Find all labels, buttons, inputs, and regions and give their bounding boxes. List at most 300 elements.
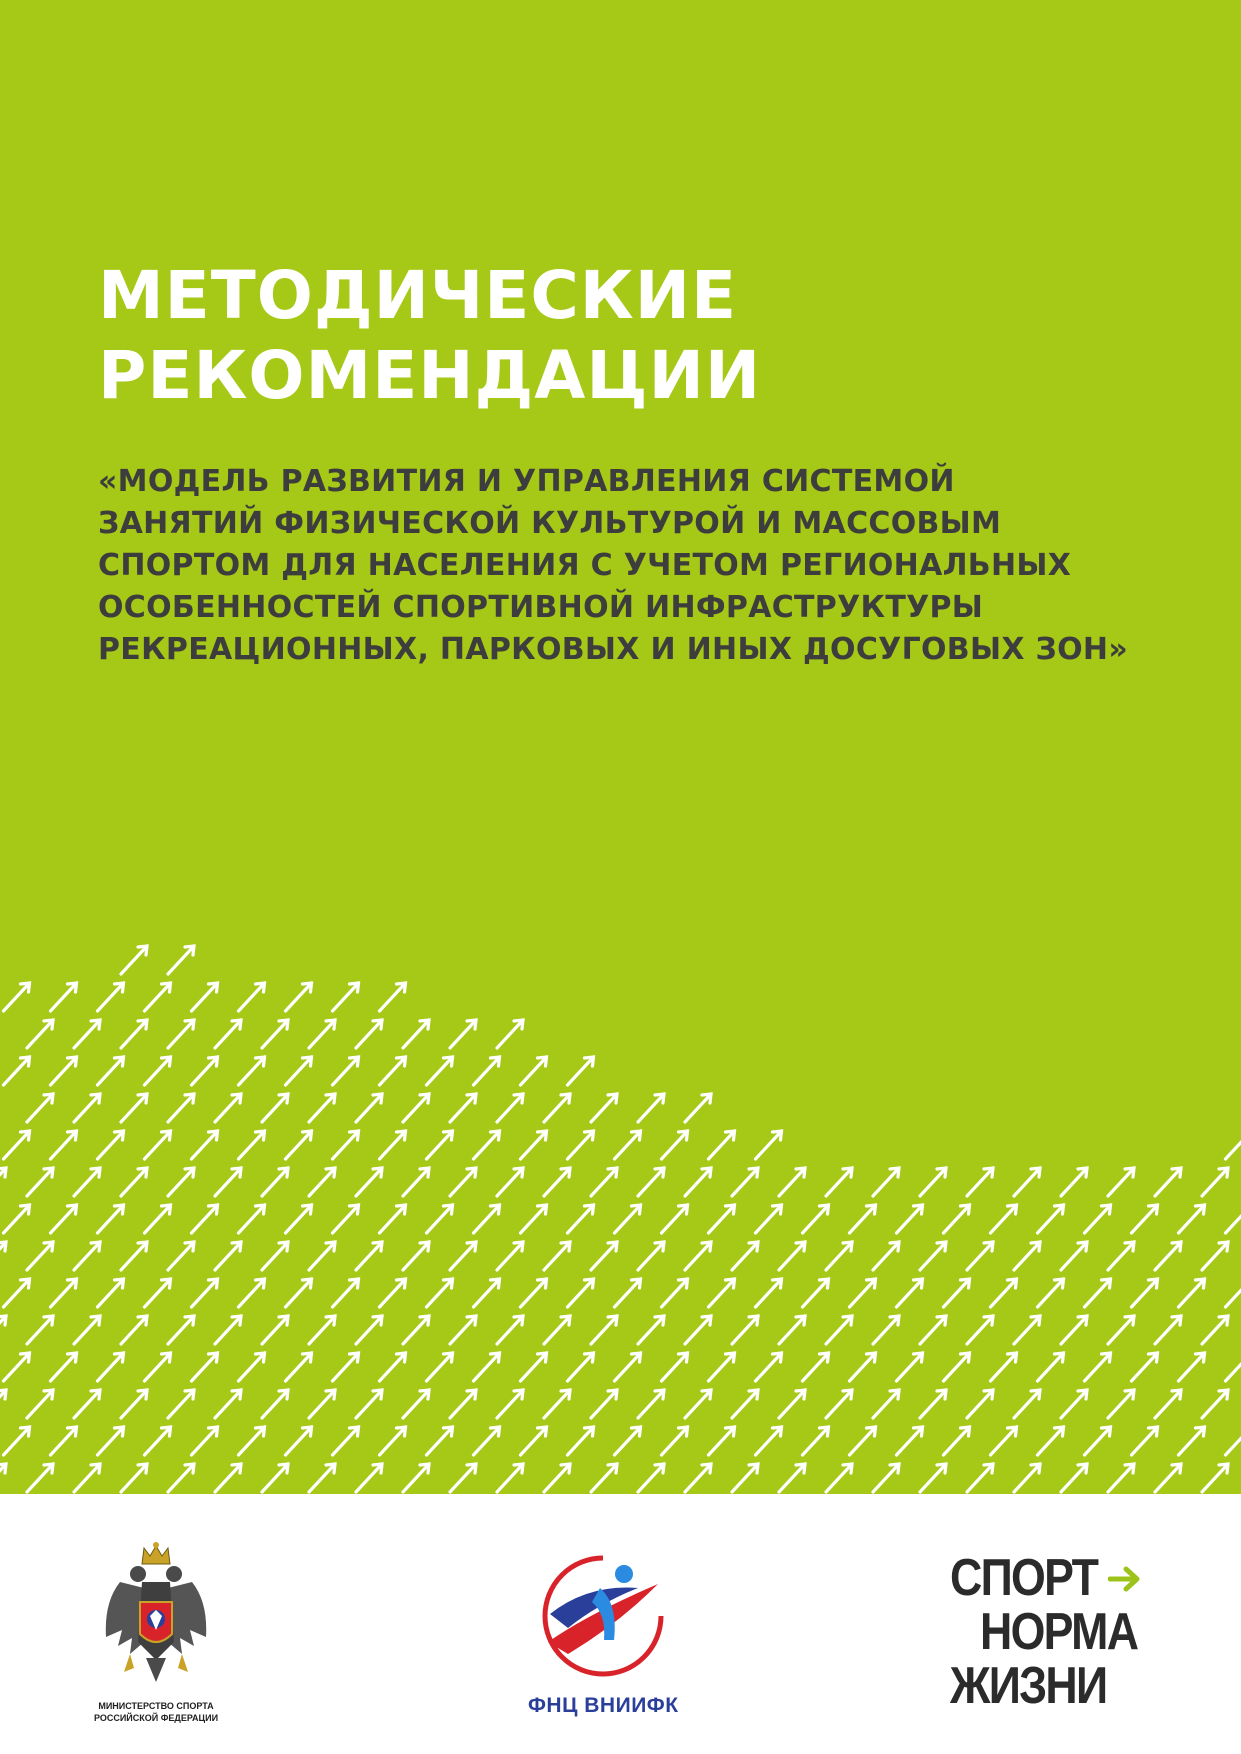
- pattern-arrow: [779, 1390, 805, 1418]
- pattern-arrow: [1226, 1353, 1241, 1381]
- pattern-arrow: [826, 1168, 852, 1196]
- pattern-arrow: [944, 1427, 970, 1455]
- pattern-arrow: [1108, 1168, 1134, 1196]
- title-line: МЕТОДИЧЕСКИЕ: [98, 257, 738, 334]
- pattern-arrow: [51, 1353, 77, 1381]
- title-line: РЕКОМЕНДАЦИИ: [98, 337, 762, 414]
- pattern-arrow: [967, 1464, 993, 1492]
- pattern-arrow: [850, 1279, 876, 1307]
- pattern-arrow: [873, 1464, 899, 1492]
- pattern-arrow: [521, 1427, 547, 1455]
- pattern-arrow: [168, 1020, 194, 1048]
- pattern-arrow: [897, 1353, 923, 1381]
- pattern-arrow: [403, 1168, 429, 1196]
- pattern-arrow: [709, 1353, 735, 1381]
- pattern-arrow: [1108, 1464, 1134, 1492]
- pattern-arrow: [145, 983, 171, 1011]
- pattern-arrow: [0, 1464, 6, 1492]
- pattern-arrow: [262, 1168, 288, 1196]
- pattern-arrow: [615, 1131, 641, 1159]
- pattern-arrow: [568, 1353, 594, 1381]
- pattern-arrow: [239, 1057, 265, 1085]
- pattern-arrow: [638, 1464, 664, 1492]
- pattern-arrow: [756, 1279, 782, 1307]
- pattern-arrow: [638, 1242, 664, 1270]
- pattern-arrow: [74, 1168, 100, 1196]
- pattern-arrow: [1108, 1316, 1134, 1344]
- pattern-arrow: [1155, 1390, 1181, 1418]
- pattern-arrow: [1061, 1390, 1087, 1418]
- pattern-arrow: [427, 1279, 453, 1307]
- pattern-arrow: [873, 1316, 899, 1344]
- pattern-arrow: [98, 983, 124, 1011]
- pattern-arrow: [897, 1279, 923, 1307]
- pattern-arrow: [309, 1168, 335, 1196]
- pattern-arrow: [0, 1390, 6, 1418]
- pattern-arrow: [1061, 1242, 1087, 1270]
- pattern-arrow: [709, 1131, 735, 1159]
- pattern-arrow: [709, 1279, 735, 1307]
- pattern-arrow: [756, 1353, 782, 1381]
- pattern-arrow: [1014, 1316, 1040, 1344]
- pattern-arrow: [685, 1168, 711, 1196]
- pattern-arrow: [591, 1242, 617, 1270]
- pattern-arrow: [4, 1205, 30, 1233]
- pattern-arrow: [756, 1205, 782, 1233]
- pattern-arrow: [803, 1427, 829, 1455]
- pattern-arrow: [427, 1131, 453, 1159]
- pattern-arrow: [991, 1427, 1017, 1455]
- subtitle-line: РЕКРЕАЦИОННЫХ, ПАРКОВЫХ И ИНЫХ ДОСУГОВЫХ ЗОН»: [98, 632, 1129, 667]
- pattern-arrow: [427, 1205, 453, 1233]
- pattern-arrow: [239, 1353, 265, 1381]
- pattern-arrow: [192, 983, 218, 1011]
- pattern-arrow: [121, 1242, 147, 1270]
- pattern-arrow: [380, 1427, 406, 1455]
- pattern-arrow: [262, 1020, 288, 1048]
- vniifk-name: ФНЦ ВНИИФК: [528, 1694, 679, 1717]
- pattern-arrow: [1085, 1427, 1111, 1455]
- pattern-arrow: [450, 1168, 476, 1196]
- pattern-arrow: [1014, 1242, 1040, 1270]
- pattern-arrow: [286, 1205, 312, 1233]
- pattern-arrow: [145, 1353, 171, 1381]
- pattern-arrow: [779, 1464, 805, 1492]
- pattern-arrow: [262, 1242, 288, 1270]
- pattern-arrow: [192, 1205, 218, 1233]
- pattern-arrow: [403, 1390, 429, 1418]
- pattern-arrow: [168, 1390, 194, 1418]
- pattern-arrow: [215, 1242, 241, 1270]
- pattern-arrow: [286, 1427, 312, 1455]
- pattern-arrow: [920, 1464, 946, 1492]
- pattern-arrow: [380, 1353, 406, 1381]
- pattern-arrow: [474, 1131, 500, 1159]
- pattern-arrow: [239, 1427, 265, 1455]
- pattern-arrow: [1179, 1205, 1205, 1233]
- arrow-right-icon: [1108, 1566, 1142, 1592]
- pattern-arrow: [450, 1390, 476, 1418]
- pattern-arrow: [591, 1168, 617, 1196]
- pattern-arrow: [51, 1205, 77, 1233]
- pattern-arrow: [27, 1020, 53, 1048]
- pattern-arrow: [1132, 1427, 1158, 1455]
- pattern-arrow: [74, 1242, 100, 1270]
- ministry-logo: [86, 1542, 226, 1742]
- pattern-arrow: [826, 1390, 852, 1418]
- pattern-arrow: [27, 1390, 53, 1418]
- pattern-arrow: [1132, 1353, 1158, 1381]
- pattern-arrow: [380, 1057, 406, 1085]
- pattern-arrow: [756, 1131, 782, 1159]
- pattern-arrow: [1155, 1242, 1181, 1270]
- pattern-arrow: [638, 1168, 664, 1196]
- pattern-arrow: [121, 1094, 147, 1122]
- pattern-arrow: [920, 1316, 946, 1344]
- pattern-arrow: [967, 1168, 993, 1196]
- pattern-arrow: [356, 1168, 382, 1196]
- pattern-arrow: [427, 1057, 453, 1085]
- pattern-arrow: [333, 1131, 359, 1159]
- pattern-arrow: [615, 1279, 641, 1307]
- pattern-arrow: [215, 1390, 241, 1418]
- ministry-name-line: РОССИЙСКОЙ ФЕДЕРАЦИИ: [93, 1713, 219, 1723]
- pattern-arrow: [920, 1168, 946, 1196]
- pattern-arrow: [168, 1464, 194, 1492]
- pattern-arrow: [779, 1316, 805, 1344]
- pattern-arrow: [0, 1168, 6, 1196]
- pattern-arrow: [27, 1168, 53, 1196]
- pattern-arrow: [615, 1205, 641, 1233]
- pattern-arrow: [333, 1353, 359, 1381]
- pattern-arrow: [1108, 1390, 1134, 1418]
- pattern-arrow: [1038, 1427, 1064, 1455]
- pattern-arrow: [403, 1316, 429, 1344]
- pattern-arrow: [74, 1316, 100, 1344]
- pattern-arrow: [591, 1094, 617, 1122]
- pattern-arrow: [309, 1094, 335, 1122]
- pattern-arrow: [779, 1168, 805, 1196]
- pattern-arrow: [991, 1279, 1017, 1307]
- pattern-arrow: [1014, 1390, 1040, 1418]
- pattern-arrow: [544, 1316, 570, 1344]
- pattern-arrow: [121, 1316, 147, 1344]
- pattern-arrow: [286, 1131, 312, 1159]
- pattern-arrow: [1061, 1168, 1087, 1196]
- pattern-arrow: [920, 1390, 946, 1418]
- pattern-arrow: [474, 1279, 500, 1307]
- pattern-arrow: [98, 1057, 124, 1085]
- pattern-arrow: [215, 1094, 241, 1122]
- runner-emblem-icon: [528, 1544, 678, 1684]
- subtitle-line: СПОРТОМ ДЛЯ НАСЕЛЕНИЯ С УЧЕТОМ РЕГИОНАЛЬНЫХ: [98, 548, 1072, 583]
- pattern-arrow: [121, 1168, 147, 1196]
- pattern-arrow: [239, 983, 265, 1011]
- pattern-arrow: [1179, 1279, 1205, 1307]
- pattern-arrow: [897, 1427, 923, 1455]
- pattern-arrow: [239, 1279, 265, 1307]
- pattern-arrow: [145, 1205, 171, 1233]
- pattern-arrow: [403, 1020, 429, 1048]
- pattern-arrow: [1155, 1168, 1181, 1196]
- pattern-arrow: [638, 1094, 664, 1122]
- pattern-arrow: [380, 1131, 406, 1159]
- pattern-arrow: [51, 983, 77, 1011]
- pattern-arrow: [803, 1353, 829, 1381]
- pattern-arrow: [1085, 1279, 1111, 1307]
- pattern-arrow: [168, 1242, 194, 1270]
- pattern-arrow: [474, 1057, 500, 1085]
- pattern-arrow: [591, 1464, 617, 1492]
- pattern-arrow: [1155, 1464, 1181, 1492]
- pattern-arrow: [474, 1205, 500, 1233]
- pattern-arrow: [1155, 1316, 1181, 1344]
- pattern-arrow: [662, 1131, 688, 1159]
- pattern-arrow: [145, 1279, 171, 1307]
- pattern-arrow: [450, 1316, 476, 1344]
- pattern-arrow: [991, 1205, 1017, 1233]
- pattern-arrow: [991, 1353, 1017, 1381]
- pattern-arrow: [544, 1094, 570, 1122]
- pattern-arrow: [27, 1242, 53, 1270]
- pattern-arrow: [826, 1316, 852, 1344]
- pattern-arrow: [4, 1057, 30, 1085]
- pattern-arrow: [4, 1353, 30, 1381]
- pattern-arrow: [98, 1353, 124, 1381]
- pattern-arrow: [98, 1427, 124, 1455]
- pattern-arrow: [121, 1464, 147, 1492]
- pattern-arrow: [403, 1242, 429, 1270]
- pattern-arrow: [356, 1242, 382, 1270]
- pattern-arrow: [685, 1094, 711, 1122]
- pattern-arrow: [121, 946, 147, 974]
- pattern-arrow: [98, 1131, 124, 1159]
- pattern-arrow: [192, 1427, 218, 1455]
- pattern-arrow: [262, 1390, 288, 1418]
- pattern-arrow: [309, 1464, 335, 1492]
- sport-norma-zhizni-logo: [948, 1549, 1148, 1722]
- pattern-arrow: [850, 1353, 876, 1381]
- pattern-arrow: [1132, 1205, 1158, 1233]
- pattern-arrow: [27, 1316, 53, 1344]
- pattern-arrow: [568, 1279, 594, 1307]
- pattern-arrow: [262, 1316, 288, 1344]
- pattern-arrow: [1202, 1242, 1228, 1270]
- pattern-arrow: [4, 983, 30, 1011]
- pattern-arrow: [4, 1279, 30, 1307]
- pattern-arrow: [1226, 1427, 1241, 1455]
- pattern-arrow: [403, 1094, 429, 1122]
- pattern-arrow: [732, 1242, 758, 1270]
- pattern-arrow: [262, 1464, 288, 1492]
- pattern-arrow: [239, 1205, 265, 1233]
- pattern-arrow: [944, 1205, 970, 1233]
- pattern-arrow: [309, 1242, 335, 1270]
- pattern-arrow: [1226, 1279, 1241, 1307]
- pattern-arrow: [685, 1242, 711, 1270]
- pattern-arrow: [685, 1316, 711, 1344]
- pattern-arrow: [74, 1390, 100, 1418]
- pattern-arrow: [27, 1464, 53, 1492]
- pattern-arrow: [1226, 1131, 1241, 1159]
- pattern-arrow: [74, 1464, 100, 1492]
- sport-logo-line: НОРМА: [980, 1603, 1138, 1661]
- pattern-arrow: [732, 1390, 758, 1418]
- pattern-arrow: [51, 1279, 77, 1307]
- pattern-arrow: [239, 1131, 265, 1159]
- pattern-arrow: [474, 1427, 500, 1455]
- pattern-arrow: [450, 1464, 476, 1492]
- pattern-arrow: [286, 1057, 312, 1085]
- subtitle-line: ЗАНЯТИЙ ФИЗИЧЕСКОЙ КУЛЬТУРОЙ И МАССОВЫМ: [98, 506, 1002, 541]
- pattern-arrow: [215, 1020, 241, 1048]
- pattern-arrow: [521, 1205, 547, 1233]
- pattern-arrow: [474, 1353, 500, 1381]
- pattern-arrow: [1132, 1279, 1158, 1307]
- pattern-arrow: [333, 1205, 359, 1233]
- pattern-arrow: [709, 1205, 735, 1233]
- pattern-arrow: [967, 1242, 993, 1270]
- pattern-arrow: [662, 1427, 688, 1455]
- pattern-arrow: [521, 1131, 547, 1159]
- pattern-arrow: [0, 1316, 6, 1344]
- pattern-arrow: [544, 1390, 570, 1418]
- pattern-arrow: [286, 1279, 312, 1307]
- pattern-arrow: [450, 1020, 476, 1048]
- pattern-arrow: [544, 1242, 570, 1270]
- pattern-arrow: [873, 1242, 899, 1270]
- pattern-arrow: [168, 1094, 194, 1122]
- pattern-arrow: [380, 1279, 406, 1307]
- pattern-arrow: [521, 1353, 547, 1381]
- pattern-arrow: [521, 1279, 547, 1307]
- pattern-arrow: [286, 1353, 312, 1381]
- pattern-arrow: [450, 1094, 476, 1122]
- pattern-arrow: [74, 1094, 100, 1122]
- pattern-arrow: [1038, 1353, 1064, 1381]
- pattern-arrow: [286, 983, 312, 1011]
- pattern-arrow: [591, 1390, 617, 1418]
- pattern-arrow: [356, 1390, 382, 1418]
- pattern-arrow: [497, 1464, 523, 1492]
- pattern-arrow: [145, 1057, 171, 1085]
- document-title: [98, 256, 761, 416]
- pattern-arrow: [168, 1316, 194, 1344]
- pattern-arrow: [192, 1279, 218, 1307]
- pattern-arrow: [168, 946, 194, 974]
- pattern-arrow: [192, 1131, 218, 1159]
- pattern-arrow: [1061, 1464, 1087, 1492]
- pattern-arrow: [1061, 1316, 1087, 1344]
- pattern-arrow: [1038, 1279, 1064, 1307]
- pattern-arrow: [591, 1316, 617, 1344]
- pattern-arrow: [51, 1057, 77, 1085]
- pattern-arrow: [1202, 1168, 1228, 1196]
- subtitle-line: «МОДЕЛЬ РАЗВИТИЯ И УПРАВЛЕНИЯ СИСТЕМОЙ: [98, 464, 955, 499]
- pattern-arrow: [309, 1020, 335, 1048]
- pattern-arrow: [427, 1353, 453, 1381]
- pattern-arrow: [756, 1427, 782, 1455]
- pattern-arrow: [356, 1464, 382, 1492]
- pattern-arrow: [1014, 1168, 1040, 1196]
- pattern-arrow: [873, 1390, 899, 1418]
- pattern-arrow: [568, 1131, 594, 1159]
- pattern-arrow: [497, 1094, 523, 1122]
- pattern-arrow: [497, 1242, 523, 1270]
- pattern-arrow: [168, 1168, 194, 1196]
- pattern-arrow: [380, 983, 406, 1011]
- pattern-arrow: [27, 1094, 53, 1122]
- pattern-arrow: [850, 1205, 876, 1233]
- pattern-arrow: [356, 1020, 382, 1048]
- pattern-arrow: [145, 1131, 171, 1159]
- pattern-arrow: [215, 1464, 241, 1492]
- pattern-arrow: [920, 1242, 946, 1270]
- pattern-arrow: [333, 1279, 359, 1307]
- pattern-arrow: [615, 1353, 641, 1381]
- document-subtitle: [98, 461, 1128, 671]
- pattern-arrow: [685, 1390, 711, 1418]
- pattern-arrow: [873, 1168, 899, 1196]
- pattern-arrow: [897, 1205, 923, 1233]
- pattern-arrow: [1085, 1353, 1111, 1381]
- pattern-arrow: [0, 1242, 6, 1270]
- footer-logos: [0, 1494, 1241, 1754]
- pattern-arrow: [732, 1316, 758, 1344]
- pattern-arrow: [427, 1427, 453, 1455]
- pattern-arrow: [380, 1205, 406, 1233]
- pattern-arrow: [709, 1427, 735, 1455]
- pattern-arrow: [98, 1279, 124, 1307]
- pattern-arrow: [4, 1427, 30, 1455]
- pattern-arrow: [662, 1279, 688, 1307]
- pattern-arrow: [568, 1427, 594, 1455]
- pattern-arrow: [803, 1279, 829, 1307]
- subtitle-line: ОСОБЕННОСТЕЙ СПОРТИВНОЙ ИНФРАСТРУКТУРЫ: [98, 590, 984, 625]
- pattern-arrow: [1038, 1205, 1064, 1233]
- pattern-arrow: [967, 1316, 993, 1344]
- pattern-arrow: [98, 1205, 124, 1233]
- pattern-arrow: [944, 1279, 970, 1307]
- pattern-arrow: [967, 1390, 993, 1418]
- pattern-arrow: [145, 1427, 171, 1455]
- pattern-arrow: [685, 1464, 711, 1492]
- pattern-arrow: [521, 1057, 547, 1085]
- pattern-arrow: [544, 1464, 570, 1492]
- pattern-arrow: [497, 1020, 523, 1048]
- pattern-arrow: [732, 1464, 758, 1492]
- pattern-arrow: [74, 1020, 100, 1048]
- vniifk-logo: [528, 1544, 678, 1744]
- pattern-arrow: [497, 1168, 523, 1196]
- pattern-arrow: [262, 1094, 288, 1122]
- pattern-arrow: [192, 1057, 218, 1085]
- pattern-arrow: [615, 1427, 641, 1455]
- pattern-arrow: [826, 1464, 852, 1492]
- pattern-arrow: [638, 1316, 664, 1344]
- pattern-arrow: [403, 1464, 429, 1492]
- pattern-arrow: [497, 1316, 523, 1344]
- pattern-arrow: [497, 1390, 523, 1418]
- pattern-arrow: [1014, 1464, 1040, 1492]
- ministry-name: [86, 1700, 226, 1724]
- pattern-arrow: [121, 1020, 147, 1048]
- pattern-arrow: [1179, 1353, 1205, 1381]
- pattern-arrow: [803, 1205, 829, 1233]
- pattern-arrow: [662, 1205, 688, 1233]
- pattern-arrow: [1085, 1205, 1111, 1233]
- pattern-arrow: [215, 1168, 241, 1196]
